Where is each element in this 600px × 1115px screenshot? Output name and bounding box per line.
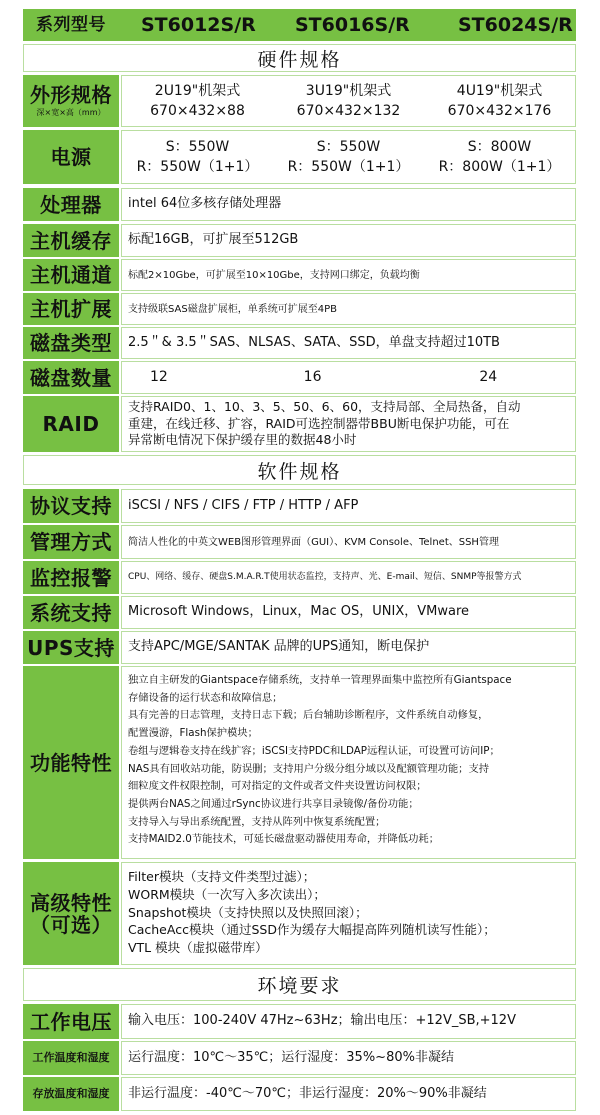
voltage-label: 工作电压	[23, 1004, 119, 1039]
spec-row-power	[0, 130, 600, 184]
advanced-line: VTL 模块（虚拟磁带库）	[128, 940, 268, 955]
row-value	[121, 75, 576, 127]
advanced-line: WORM模块（一次写入多次读出）；	[128, 886, 326, 902]
spec-row-disk-count	[0, 361, 600, 394]
dimensions: 670×432×88	[150, 103, 245, 119]
monitoring-label: 监控报警	[23, 561, 119, 594]
dimensions: 670×432×176	[447, 103, 552, 119]
advanced-label: 高级特性	[30, 890, 112, 915]
spec-row-os	[0, 596, 600, 629]
spec-row-raid	[0, 396, 600, 452]
disk-count: 16	[303, 369, 322, 386]
raid-line: 重建，在线迁移、扩容，RAID可选控制器带BBU断电保护功能，可在	[128, 415, 510, 431]
ups-value: 支持APC/MGE/SANTAK 品牌的UPS通知，断电保护	[121, 631, 576, 664]
form-factor-label: 外形规格	[30, 83, 112, 108]
power-single: S：800W	[467, 138, 532, 155]
processor-value: intel 64位多核存储处理器	[121, 188, 576, 221]
section-title-hardware: 硬件规格	[23, 44, 576, 72]
section-title-software: 软件规格	[23, 455, 576, 485]
raid-label: RAID	[23, 396, 119, 452]
row-value	[121, 130, 576, 184]
spec-row-operating	[0, 1041, 600, 1075]
advanced-value	[121, 862, 576, 965]
channel-label: 主机通道	[23, 259, 119, 291]
rack-type: 4U19"机架式	[456, 82, 543, 99]
feature-line: 卷组与逻辑卷支持在线扩容；iSCSI支持PDC和LDAP远程认证，可设置可访问IP；	[128, 744, 500, 757]
spec-row-voltage	[0, 1004, 600, 1039]
model-header-label: 系列型号	[23, 9, 119, 41]
feature-line: 配置漫游，Flash保护模块；	[128, 727, 258, 740]
spec-row-features	[0, 666, 600, 859]
spec-row-protocol	[0, 489, 600, 523]
expansion-value: 支持级联SAS磁盘扩展柜，单系统可扩展至4PB	[121, 293, 576, 325]
spec-row-form-factor	[0, 75, 600, 127]
management-value: 简洁人性化的中英文WEB图形管理界面（GUI）、KVM Console、Telnet、SSH管理	[121, 525, 576, 559]
feature-line: NAS具有回收站功能，防误删；支持用户分级分组分域以及配额管理功能；支持	[128, 762, 490, 775]
cache-label: 主机缓存	[23, 224, 119, 257]
model-header-row	[23, 9, 576, 41]
disk-count: 24	[479, 369, 498, 386]
feature-line: 支持MAID2.0节能技术，可延长磁盘驱动器使用寿命，并降低功耗；	[128, 833, 439, 846]
power-redundant: R：550W（1+1）	[287, 159, 410, 175]
voltage-value: 输入电压：100-240V 47Hz~63Hz；输出电压：+12V_SB,+12V	[121, 1004, 576, 1039]
feature-line: 具有完善的日志管理，支持日志下载；后台辅助诊断程序，文件系统自动修复，	[128, 709, 489, 722]
features-label: 功能特性	[23, 666, 119, 859]
storage-value: 非运行温度：-40℃～70℃；非运行湿度：20%～90%非凝结	[121, 1077, 576, 1111]
protocol-label: 协议支持	[23, 489, 119, 523]
disk-type-value: 2.5＂& 3.5＂SAS、NLSAS、SATA、SSD，单盘支持超过10TB	[121, 327, 576, 359]
spec-row-expansion	[0, 293, 600, 325]
channel-value: 标配2×10Gbe，可扩展至10×10Gbe，支持网口绑定，负载均衡	[121, 259, 576, 291]
disk-type-label: 磁盘类型	[23, 327, 119, 359]
protocol-value: iSCSI / NFS / CIFS / FTP / HTTP / AFP	[121, 489, 576, 523]
advanced-line: CacheAcc模块（通过SSD作为缓存大幅提高阵列随机读写性能）；	[128, 922, 496, 938]
row-value	[121, 361, 576, 394]
raid-line: 异常断电情况下保护缓存里的数据48小时	[128, 432, 357, 448]
spec-row-management	[0, 525, 600, 559]
operating-label: 工作温度和湿度	[23, 1041, 119, 1075]
ups-label: UPS支持	[23, 631, 119, 664]
raid-line: 支持RAID0、1、10、3、5、50、6、60，支持局部、全局热备，自动	[128, 399, 521, 415]
section-title-environment: 环境要求	[23, 968, 576, 1001]
cache-value: 标配16GB，可扩展至512GB	[121, 224, 576, 257]
model-name: ST6024S/R	[458, 14, 573, 36]
expansion-label: 主机扩展	[23, 293, 119, 325]
power-single: S：550W	[316, 138, 381, 155]
storage-label: 存放温度和湿度	[23, 1077, 119, 1111]
rack-type: 2U19"机架式	[154, 82, 241, 99]
management-label: 管理方式	[23, 525, 119, 559]
spec-row-cache	[0, 224, 600, 257]
disk-count-label: 磁盘数量	[23, 361, 119, 394]
row-label	[23, 862, 119, 965]
advanced-label-optional: （可选）	[30, 912, 112, 937]
feature-line: 存储设备的运行状态和故障信息；	[128, 691, 283, 704]
power-label: 电源	[23, 130, 119, 184]
spec-row-processor	[0, 188, 600, 221]
row-label	[23, 75, 119, 127]
power-redundant: R：550W（1+1）	[136, 159, 259, 175]
feature-line: 提供两台NAS之间通过rSync协议进行共享目录镜像/备份功能；	[128, 797, 419, 810]
os-value: Microsoft Windows，Linux，Mac OS，UNIX，VMware	[121, 596, 576, 629]
spec-row-monitoring	[0, 561, 600, 594]
feature-line: 细粒度文件权限控制，可对指定的文件或者文件夹设置访问权限；	[128, 780, 427, 793]
power-single: S：550W	[165, 138, 230, 155]
advanced-line: Filter模块（支持文件类型过滤）；	[128, 869, 316, 884]
features-value	[121, 666, 576, 859]
os-label: 系统支持	[23, 596, 119, 629]
disk-count: 12	[150, 369, 168, 386]
spec-row-channel	[0, 259, 600, 291]
form-factor-sublabel: 深×宽×高（mm）	[36, 108, 106, 118]
monitoring-value: CPU、网络、缓存、硬盘S.M.A.R.T使用状态监控，支持声、光、E-mail、短信、SNMP等报警方式	[121, 561, 576, 594]
spec-row-disk-type	[0, 327, 600, 359]
rack-type: 3U19"机架式	[305, 82, 392, 99]
spec-row-storage	[0, 1077, 600, 1111]
raid-value	[121, 396, 576, 452]
processor-label: 处理器	[23, 188, 119, 221]
feature-line: 支持导入与导出系统配置，支持从阵列中恢复系统配置；	[128, 815, 386, 828]
model-name: ST6016S/R	[295, 14, 410, 36]
operating-value: 运行温度：10℃～35℃；运行湿度：35%~80%非凝结	[121, 1041, 576, 1075]
feature-line: 独立自主研发的Giantspace存储系统，支持单一管理界面集中监控所有Giantspace	[128, 674, 512, 686]
dimensions: 670×432×132	[296, 103, 401, 119]
power-redundant: R：800W（1+1）	[438, 159, 561, 175]
spec-row-advanced	[0, 862, 600, 965]
model-name: ST6012S/R	[141, 14, 256, 36]
advanced-line: Snapshot模块（支持快照以及快照回滚）；	[128, 904, 368, 920]
spec-row-ups	[0, 631, 600, 664]
